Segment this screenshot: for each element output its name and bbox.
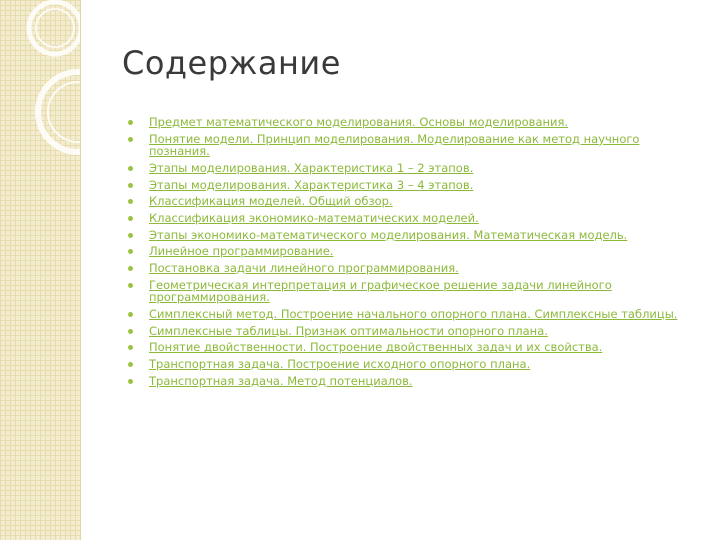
list-item xyxy=(128,195,698,208)
list-item xyxy=(128,279,698,304)
toc-link[interactable]: Геометрическая интерпретация и графическое решение задачи линейного программирования. xyxy=(149,277,612,305)
toc-link[interactable]: Этапы моделирования. Характеристика 1 – 2 этапов. xyxy=(149,160,474,175)
toc-link[interactable]: Транспортная задача. Построение исходного опорного плана. xyxy=(149,356,531,371)
table-of-contents xyxy=(128,116,698,391)
list-item xyxy=(128,212,698,225)
bullet-icon xyxy=(128,216,133,221)
list-item xyxy=(128,262,698,275)
toc-link[interactable]: Симплексные таблицы. Признак оптимальности опорного плана. xyxy=(149,323,548,338)
slide-title: Содержание xyxy=(122,44,341,82)
list-item xyxy=(128,245,698,258)
bullet-icon xyxy=(128,329,133,334)
list-item xyxy=(128,308,698,321)
bullet-icon xyxy=(128,137,133,142)
bullet-icon xyxy=(128,379,133,384)
toc-link[interactable]: Классификация моделей. Общий обзор. xyxy=(149,194,393,209)
bullet-icon xyxy=(128,283,133,288)
list-item xyxy=(128,375,698,388)
toc-link[interactable]: Симплексный метод. Построение начального опорного плана. Симплексные таблицы. xyxy=(149,306,678,321)
list-item xyxy=(128,133,698,158)
decorative-strip xyxy=(0,0,81,540)
toc-link[interactable]: Понятие модели. Принцип моделирования. Моделирование как метод научного познания. xyxy=(149,131,640,159)
list-item xyxy=(128,229,698,242)
decorative-circles xyxy=(0,0,80,200)
list-item xyxy=(128,325,698,338)
list-item xyxy=(128,358,698,371)
bullet-icon xyxy=(128,166,133,171)
list-item xyxy=(128,162,698,175)
toc-link[interactable]: Этапы экономико-математического моделирования. Математическая модель. xyxy=(149,227,628,242)
toc-link[interactable]: Постановка задачи линейного программирования. xyxy=(149,261,459,275)
toc-link[interactable]: Понятие двойственности. Построение двойственных задач и их свойства. xyxy=(149,340,603,355)
toc-link[interactable]: Линейное программирование. xyxy=(149,244,334,259)
list-item xyxy=(128,341,698,354)
bullet-icon xyxy=(128,362,133,367)
bullet-icon xyxy=(128,266,133,271)
toc-link[interactable]: Транспортная задача. Метод потенциалов. xyxy=(149,373,413,388)
list-item xyxy=(128,179,698,192)
bullet-icon xyxy=(128,312,133,317)
toc-link[interactable]: Предмет математического моделирования. Основы моделирования. xyxy=(149,115,569,129)
bullet-icon xyxy=(128,199,133,204)
list-item xyxy=(128,116,698,129)
bullet-icon xyxy=(128,345,133,350)
toc-link[interactable]: Этапы моделирования. Характеристика 3 – 4 этапов. xyxy=(149,177,474,192)
bullet-icon xyxy=(128,120,133,125)
bullet-icon xyxy=(128,183,133,188)
bullet-icon xyxy=(128,233,133,238)
toc-link[interactable]: Классификация экономико-математических моделей. xyxy=(149,210,479,225)
bullet-icon xyxy=(128,249,133,254)
